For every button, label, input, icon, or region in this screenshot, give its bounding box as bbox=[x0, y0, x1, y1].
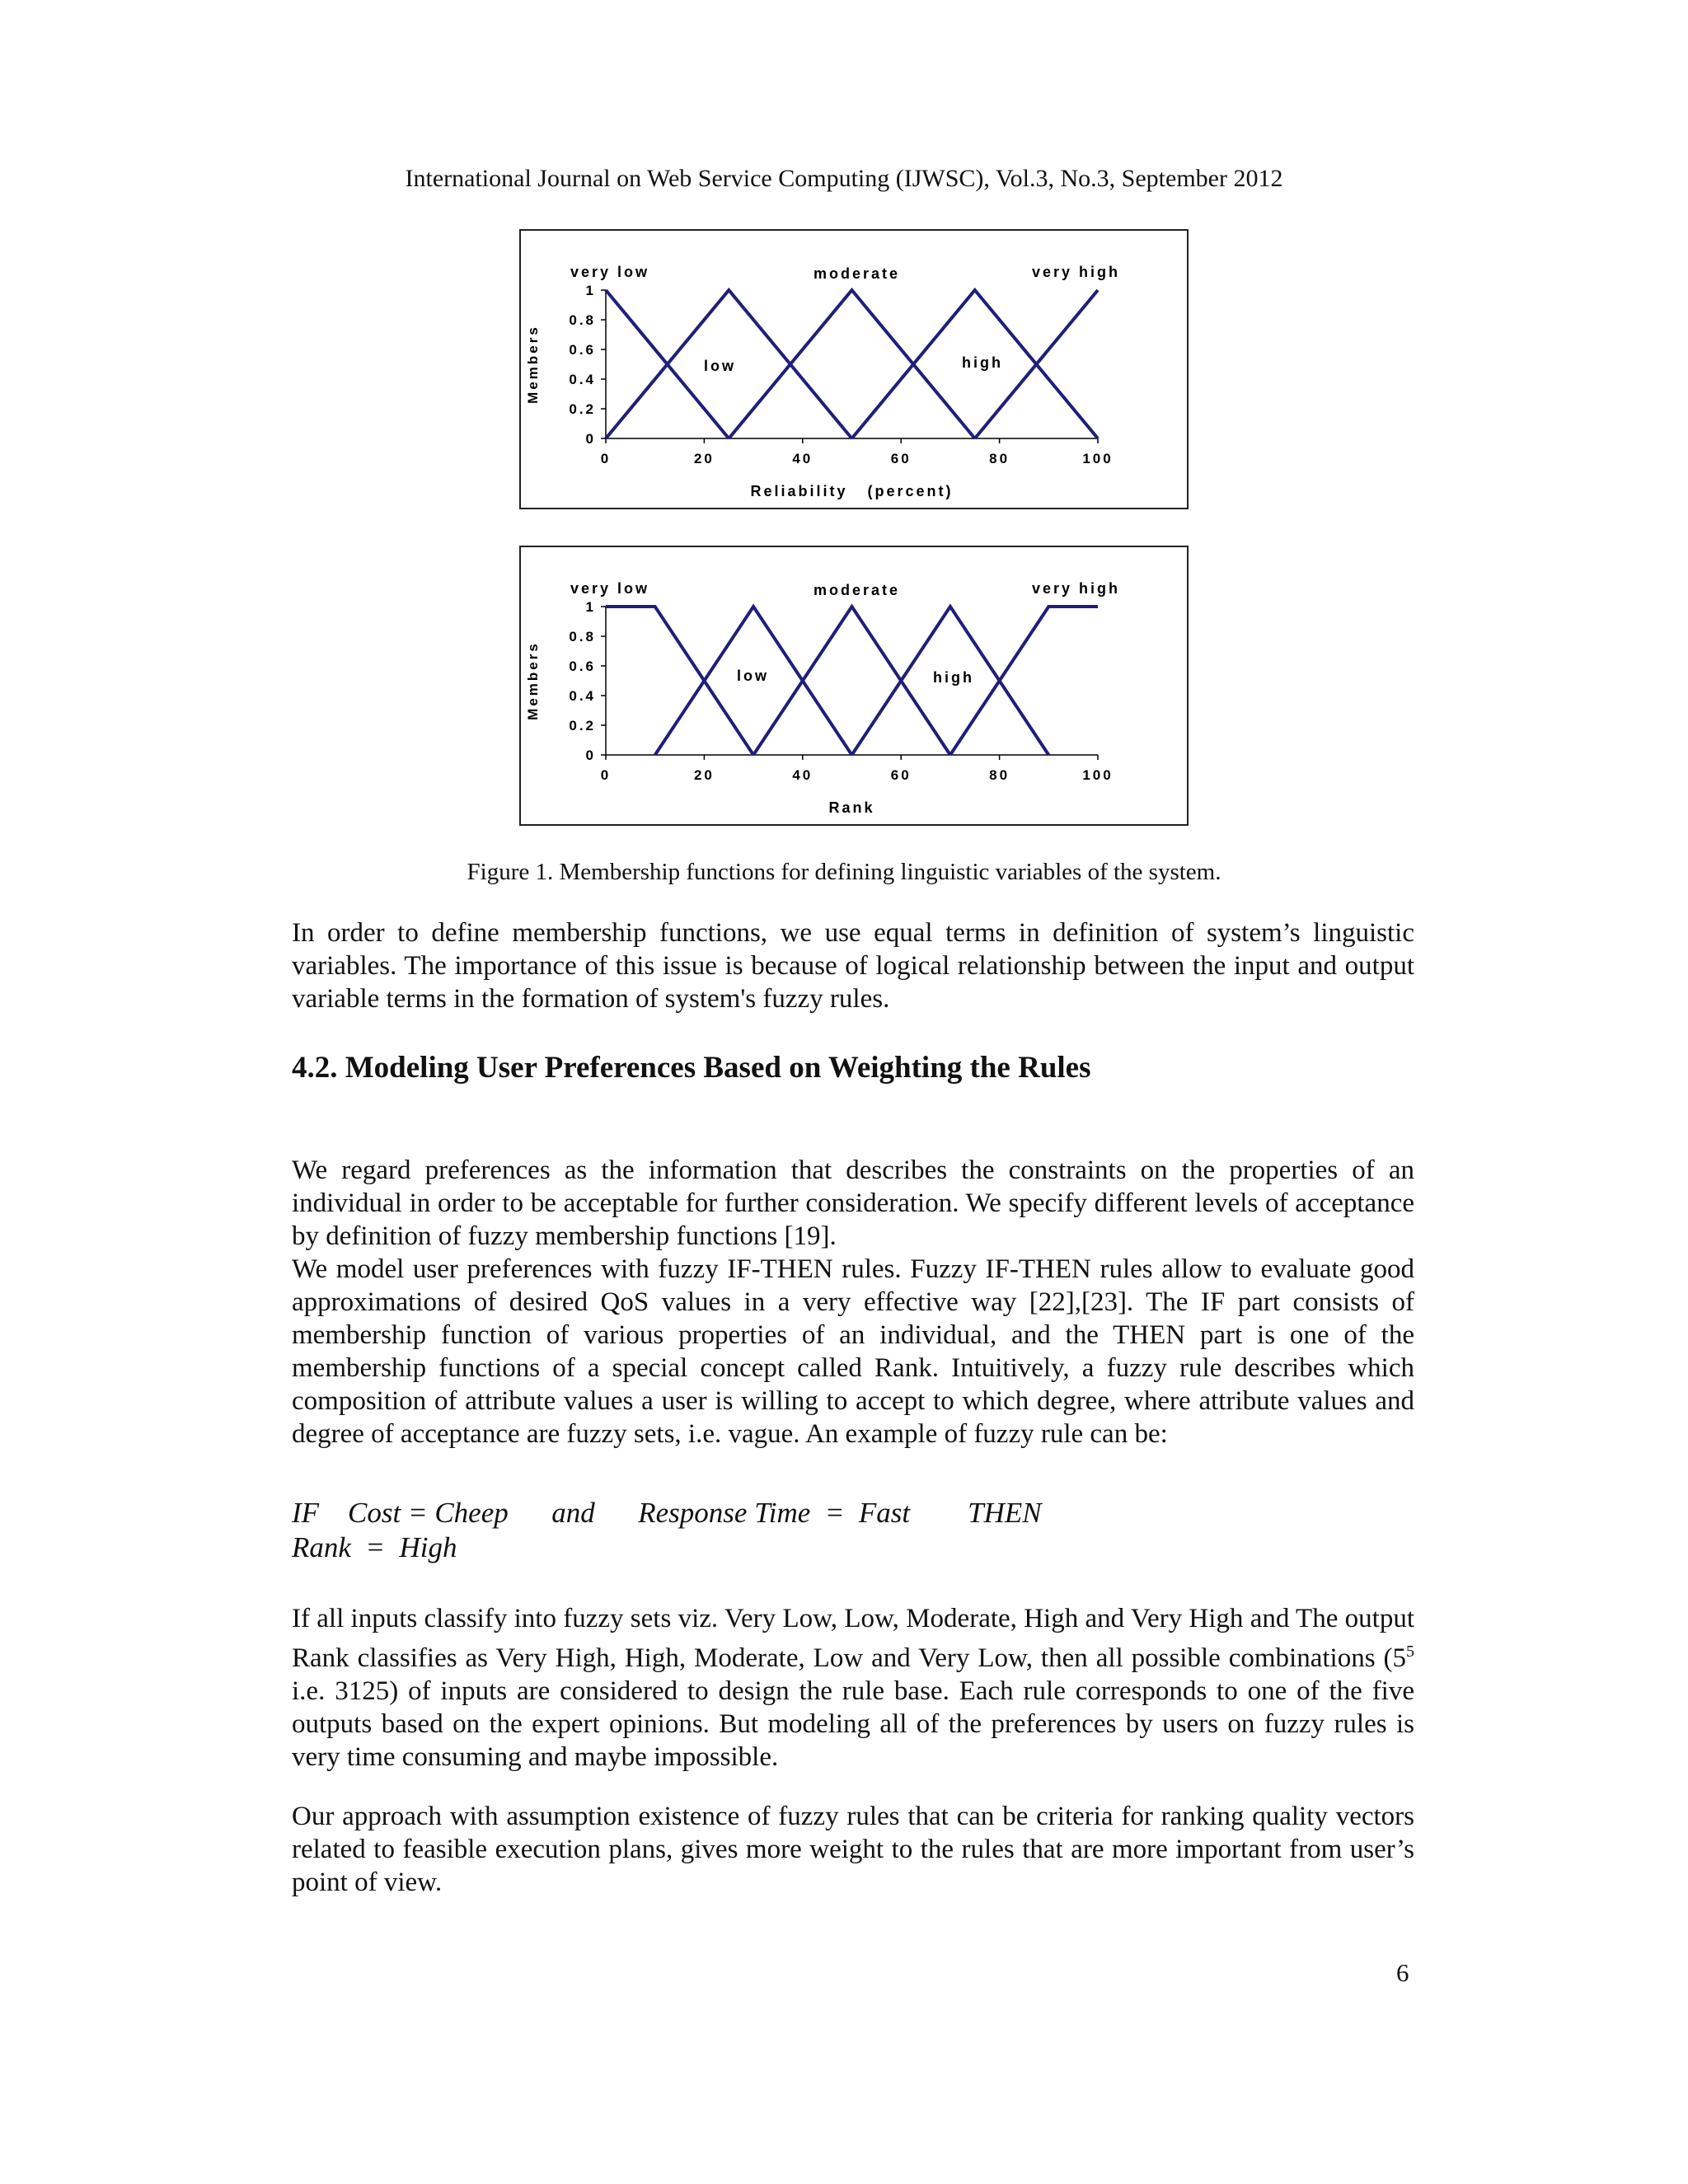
combinations-text-before: If all inputs classify into fuzzy sets viz. Very Low, Low, Moderate, High and Very High and The output Rank classifies as Very High, High, Moderate, Low and Very Low, then all possible combinations (5 bbox=[292, 1604, 1414, 1673]
y-tick-label: 0.2 bbox=[569, 401, 596, 417]
y-tick-label: 0 bbox=[585, 748, 596, 763]
term-label-very-high: very high bbox=[1032, 264, 1121, 280]
x-tick-label: 80 bbox=[989, 451, 1010, 466]
x-tick-label: 80 bbox=[989, 767, 1010, 783]
x-tick-label: 20 bbox=[693, 767, 715, 783]
reliability-chart-svg bbox=[521, 231, 1187, 508]
y-tick-label: 0.2 bbox=[569, 718, 596, 733]
rule-line-1: IF Cost = Cheep and Response Time = Fast THEN bbox=[292, 1497, 1042, 1529]
rank-chart-svg bbox=[521, 547, 1187, 824]
paragraph-fuzzy-rules: We model user preferences with fuzzy IF-THEN rules. Fuzzy IF-THEN rules allow to evaluate good approximations of desired QoS values in a very effective way [22],[23]. The IF part consists of membership function of various properties of an individual, and the THEN part is one of the membership functions of a special concept called Rank. Intuitively, a fuzzy rule describes which composition of attribute values a user is willing to accept to which degree, where attribute values and degree of acceptance are fuzzy sets, i.e. vague. An example of fuzzy rule can be: bbox=[292, 1254, 1414, 1449]
y-tick-label: 1 bbox=[585, 599, 596, 615]
x-axis-label: Reliability (percent) bbox=[750, 483, 954, 499]
series-line-moderate bbox=[729, 290, 975, 438]
y-tick-label: 0 bbox=[585, 431, 596, 447]
x-tick-label: 40 bbox=[792, 451, 814, 466]
combinations-text-after: i.e. 3125) of inputs are considered to design the rule base. Each rule corresponds to one of the five outputs based on the expert opinions. But modeling all of the preferences by users on fuzzy rules is very time consuming and maybe impossible. bbox=[292, 1676, 1414, 1772]
y-tick-label: 0.6 bbox=[569, 658, 596, 674]
rule-line-2: Rank = High bbox=[292, 1531, 457, 1563]
term-label-low: low bbox=[704, 358, 736, 374]
y-axis-label: Members bbox=[525, 325, 541, 404]
x-tick-label: 100 bbox=[1082, 451, 1114, 466]
paragraph-combinations bbox=[292, 1602, 1414, 1774]
term-label-high: high bbox=[962, 354, 1003, 371]
y-tick-label: 0.8 bbox=[569, 629, 596, 644]
figure-caption: Figure 1. Membership functions for defining linguistic variables of the system. bbox=[467, 859, 1221, 885]
journal-header: International Journal on Web Service Computing (IJWSC), Vol.3, No.3, September 2012 bbox=[405, 165, 1283, 192]
x-tick-label: 0 bbox=[600, 767, 612, 783]
paragraph-approach: Our approach with assumption existence of fuzzy rules that can be criteria for ranking quality vectors related to feasible execution plans, gives more weight to the rules that are more important from user’s point of view. bbox=[292, 1802, 1414, 1897]
x-tick-label: 0 bbox=[600, 451, 612, 466]
section-title: 4.2. Modeling User Preferences Based on Weighting the Rules bbox=[292, 1051, 1091, 1085]
y-tick-label: 1 bbox=[585, 283, 596, 298]
term-label-very-low: very low bbox=[570, 580, 650, 597]
series-line-very-low bbox=[606, 607, 753, 755]
series-line-moderate bbox=[753, 607, 950, 755]
term-label-low: low bbox=[737, 668, 769, 684]
term-label-very-high: very high bbox=[1032, 580, 1121, 597]
x-axis-label: Rank bbox=[828, 799, 875, 816]
rank-membership-chart bbox=[519, 546, 1189, 826]
y-tick-label: 0.8 bbox=[569, 312, 596, 328]
page-number: 6 bbox=[1396, 1958, 1409, 1987]
x-tick-label: 60 bbox=[890, 767, 912, 783]
paragraph-preferences: We regard preferences as the information that describes the constraints on the properties of an individual in order to be acceptable for further consideration. We specify different levels of acceptance by definition of fuzzy membership functions [19]. bbox=[292, 1155, 1414, 1251]
x-tick-label: 40 bbox=[792, 767, 814, 783]
x-tick-label: 100 bbox=[1082, 767, 1114, 783]
x-tick-label: 20 bbox=[693, 451, 715, 466]
paragraph-membership: In order to define membership functions, we use equal terms in definition of system’s linguistic variables. The importance of this issue is because of logical relationship between the input and output variable terms in the formation of system's fuzzy rules. bbox=[292, 918, 1414, 1014]
y-tick-label: 0.4 bbox=[569, 688, 596, 704]
term-label-moderate: moderate bbox=[814, 265, 901, 282]
y-axis-label: Members bbox=[525, 641, 541, 720]
y-tick-label: 0.6 bbox=[569, 342, 596, 358]
term-label-high: high bbox=[933, 669, 974, 686]
x-tick-label: 60 bbox=[890, 451, 912, 466]
term-label-very-low: very low bbox=[570, 264, 650, 280]
y-tick-label: 0.4 bbox=[569, 372, 596, 387]
combinations-superscript: 5 bbox=[1406, 1643, 1414, 1661]
term-label-moderate: moderate bbox=[814, 582, 901, 598]
reliability-membership-chart bbox=[519, 229, 1189, 509]
